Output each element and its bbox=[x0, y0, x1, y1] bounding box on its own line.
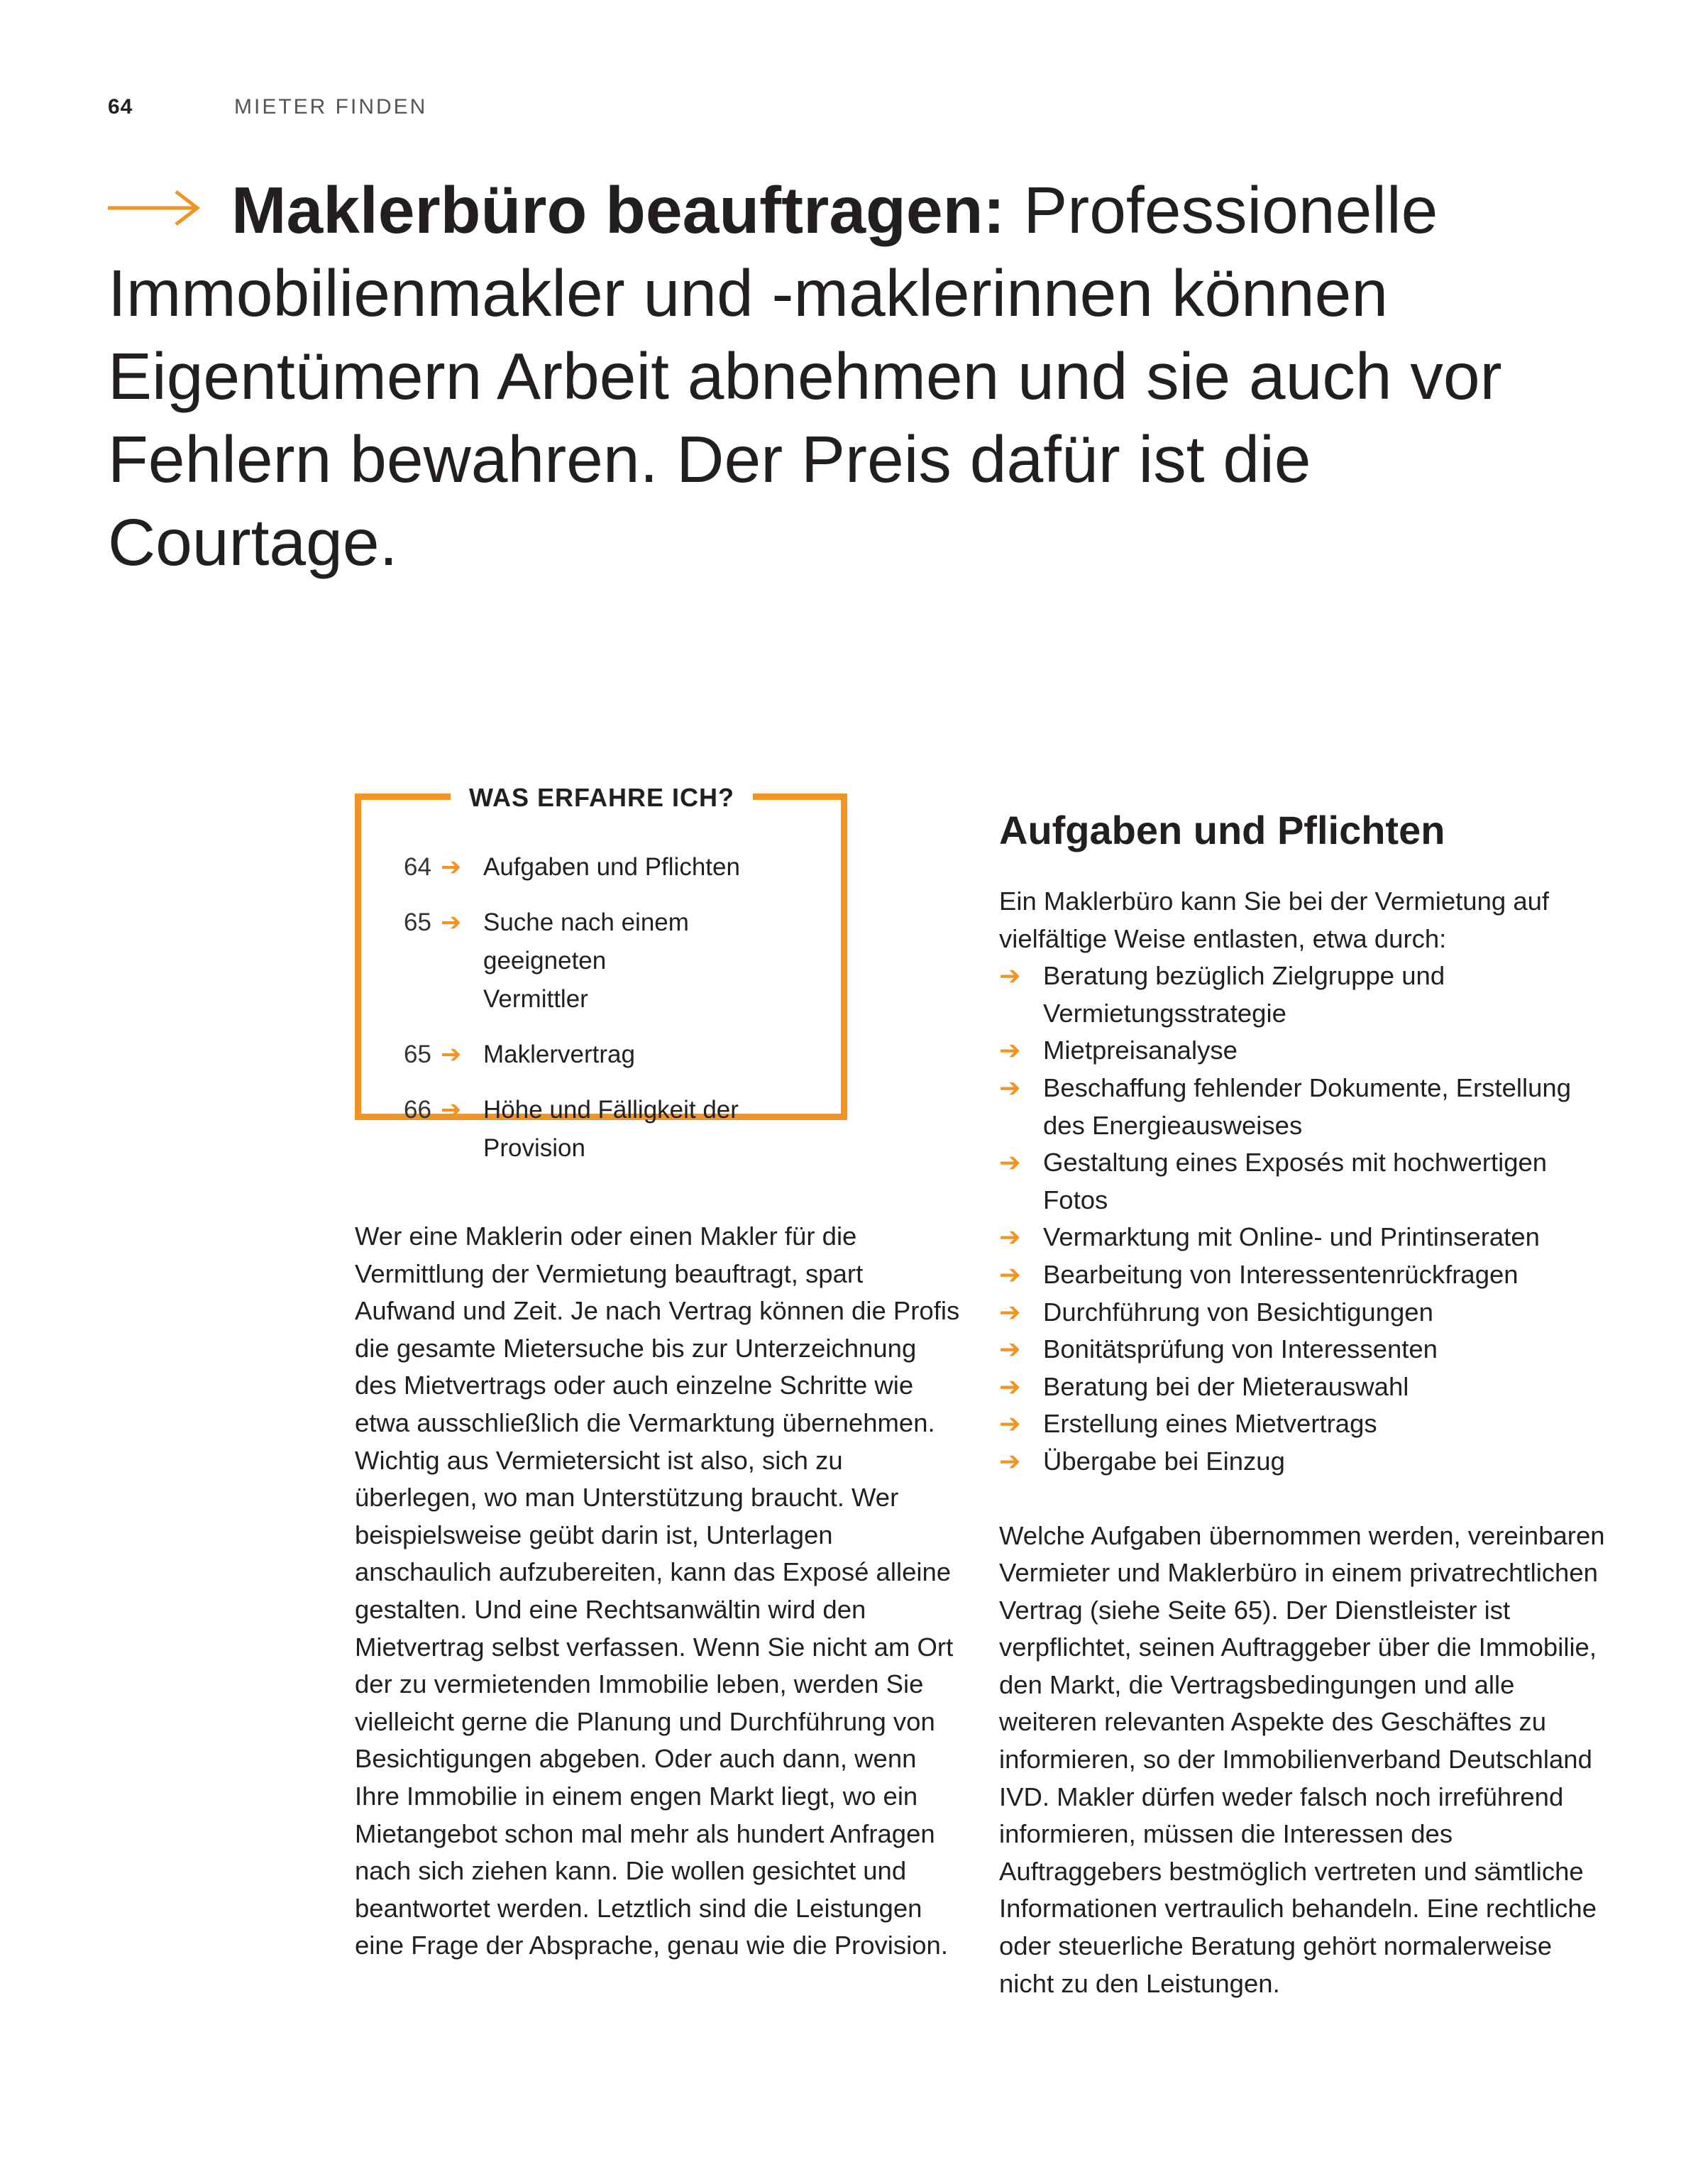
toc-box bbox=[355, 783, 847, 1162]
toc-page: 65 bbox=[404, 909, 431, 936]
arrow-right-icon: ➔ bbox=[999, 1371, 1021, 1401]
list-item: ➔ Beratung bezüglich Zielgruppe und Vermietungsstrategie bbox=[999, 957, 1609, 1032]
arrow-right-icon: ➔ bbox=[441, 1041, 462, 1068]
toc-label: Höhe und Fälligkeit der Provision bbox=[483, 1096, 739, 1162]
arrow-right-icon: ➔ bbox=[999, 1409, 1021, 1439]
toc-label: Maklervertrag bbox=[483, 1041, 635, 1068]
running-header bbox=[108, 95, 428, 119]
toc-page: 66 bbox=[404, 1096, 431, 1124]
toc-item[interactable] bbox=[404, 1091, 838, 1168]
toc-label: Suche nach einem geeigneten Vermittler bbox=[483, 909, 689, 1013]
list-item: ➔ Gestaltung eines Exposés mit hochwertigen Fotos bbox=[999, 1144, 1609, 1219]
list-item: ➔ Übergabe bei Einzug bbox=[999, 1443, 1609, 1481]
arrow-right-icon: ➔ bbox=[999, 1334, 1021, 1364]
body-text-right: Welche Aufgaben übernommen werden, vereinbaren Vermieter und Maklerbüro in einem privatrechtlichen Vertrag (siehe Seite 65). Der Dienstleister ist verpflichtet, seinen Auftraggeber über die Immobilie, den Markt, die Vertragsbedingungen und alle weiteren relevanten Aspekte des Geschäftes zu informieren, so der Immobilienverband Deutschland IVD. Makler dürfen weder falsch noch irreführend informieren, müssen die Interessen des Auftraggebers bestmöglich vertreten und sämtliche Informationen vertraulich behandeln. Eine rechtliche oder steuerliche Beratung gehört normalerweise nicht zu den Leistungen. bbox=[999, 1520, 1605, 1998]
toc-page: 64 bbox=[404, 853, 431, 881]
list-item: ➔ Beschaffung fehlender Dokumente, Erstellung des Energieausweises bbox=[999, 1070, 1609, 1144]
arrow-right-icon: ➔ bbox=[999, 1036, 1021, 1065]
list-item: ➔ Vermarktung mit Online- und Printinseraten bbox=[999, 1219, 1609, 1256]
toc-item[interactable] bbox=[404, 904, 838, 1019]
list-item: ➔ Durchführung von Besichtigungen bbox=[999, 1294, 1609, 1332]
body-text-left: Wer eine Maklerin oder einen Makler für die Vermittlung der Vermietung beauftragt, spart Aufwand und Zeit. Je nach Vertrag können die Profis die gesamte Mietersuche bis zur Unterzeichnung des Mietvertrags oder auch einzelne Schritte wie etwa ausschließlich die Vermarktung übernehmen. Wichtig aus Vermietersicht ist also, sich zu überlegen, wo man Unterstützung braucht. Wer beispielsweise geübt darin ist, Unterlagen anschaulich aufzubereiten, kann das Exposé alleine gestalten. Und eine Rechtsanwältin wird den Mietvertrag selbst verfassen. Wenn Sie nicht am Ort der zu vermietenden Immobilie leben, werden Sie vielleicht gerne die Planung und Durchführung von Besichtigungen abgeben. Oder auch dann, wenn Ihre Immobilie in einem engen Markt liegt, wo ein Mietangebot schon mal mehr als hundert Anfragen nach sich ziehen kann. Die wollen gesichtet und beantwortet werden. Letztlich sind die Leistungen eine Frage der Absprache, genau wie die Provision. bbox=[355, 1222, 960, 1960]
arrow-right-icon: ➔ bbox=[441, 1096, 462, 1124]
toc-title: WAS ERFAHRE ICH? bbox=[451, 783, 753, 813]
arrow-right-icon: ➔ bbox=[999, 1222, 1021, 1252]
toc-list bbox=[404, 848, 838, 1185]
arrow-right-icon: ➔ bbox=[999, 961, 1021, 991]
toc-page: 65 bbox=[404, 1041, 431, 1068]
arrow-right-icon: ➔ bbox=[999, 1259, 1021, 1289]
page-number: 64 bbox=[108, 95, 133, 119]
list-item: ➔ Bearbeitung von Interessentenrückfragen bbox=[999, 1256, 1609, 1294]
task-list bbox=[999, 957, 1609, 1480]
arrow-right-icon: ➔ bbox=[441, 853, 462, 881]
arrow-right-icon: ➔ bbox=[441, 909, 462, 936]
arrow-right-icon: ➔ bbox=[999, 1446, 1021, 1476]
section-title: MIETER FINDEN bbox=[234, 95, 428, 119]
arrow-right-icon bbox=[108, 190, 200, 226]
list-item: ➔ Beratung bei der Mieterauswahl bbox=[999, 1368, 1609, 1406]
toc-item[interactable] bbox=[404, 1036, 838, 1074]
right-column bbox=[999, 802, 1609, 2002]
list-item: ➔ Bonitätsprüfung von Interessenten bbox=[999, 1331, 1609, 1368]
list-item: ➔ Mietpreisanalyse bbox=[999, 1032, 1609, 1070]
headline-lead: Maklerbüro beauftragen: bbox=[231, 173, 1005, 247]
arrow-right-icon: ➔ bbox=[999, 1072, 1021, 1102]
arrow-right-icon: ➔ bbox=[999, 1148, 1021, 1178]
intro-text: Ein Maklerbüro kann Sie bei der Vermietung auf vielfältige Weise entlasten, etwa durch: bbox=[999, 887, 1550, 953]
toc-label: Aufgaben und Pflichten bbox=[483, 853, 740, 881]
headline bbox=[108, 169, 1527, 584]
section-heading: Aufgaben und Pflichten bbox=[999, 808, 1445, 852]
arrow-right-icon: ➔ bbox=[999, 1297, 1021, 1327]
list-item: ➔ Erstellung eines Mietvertrags bbox=[999, 1405, 1609, 1443]
headline-text: Professionelle Immobilienmakler und -maklerinnen können Eigentümern Arbeit abnehmen und sie auch vor Fehlern bewahren. Der Preis dafür ist die Courtage. bbox=[108, 173, 1502, 579]
toc-item[interactable] bbox=[404, 848, 838, 887]
